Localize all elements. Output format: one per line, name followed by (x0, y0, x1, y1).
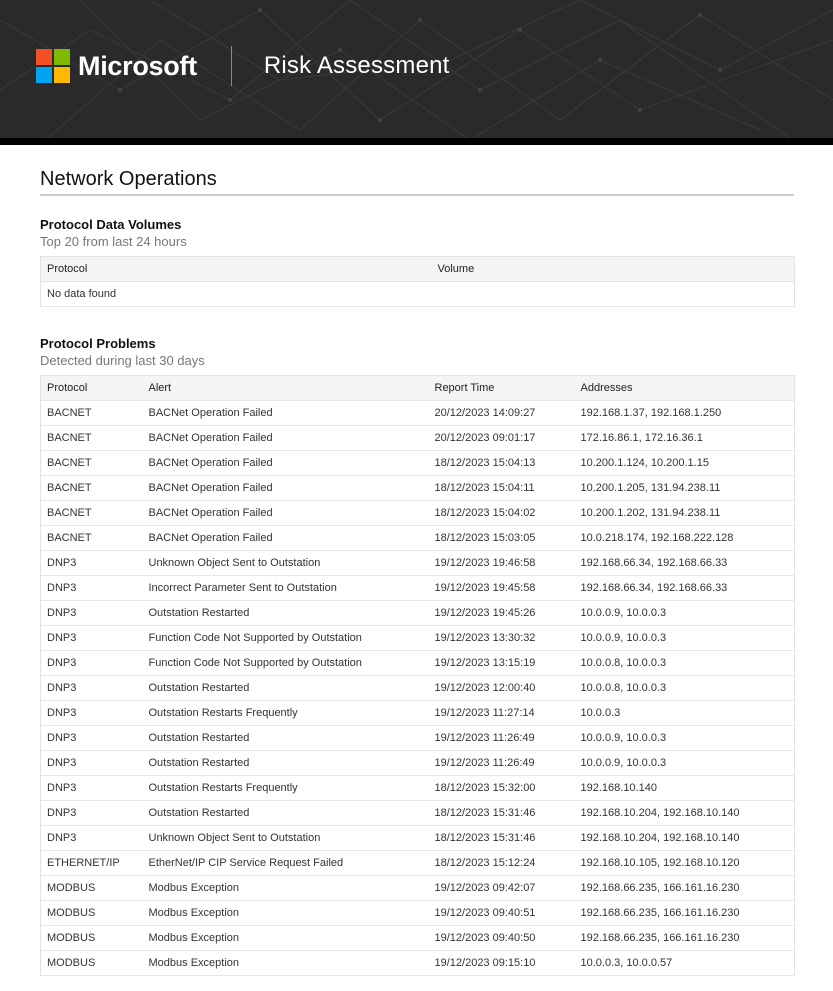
cell-addresses: 192.168.66.235, 166.161.16.230 (575, 876, 795, 901)
cell-report-time: 19/12/2023 13:15:19 (429, 651, 575, 676)
cell-protocol: MODBUS (41, 926, 143, 951)
cell-addresses: 10.0.0.3 (575, 701, 795, 726)
cell-protocol: DNP3 (41, 801, 143, 826)
cell-alert: EtherNet/IP CIP Service Request Failed (143, 851, 429, 876)
cell-alert: Outstation Restarts Frequently (143, 701, 429, 726)
column-header-addresses: Addresses (575, 376, 795, 401)
logo-square-yellow (54, 67, 70, 83)
volumes-table (40, 256, 795, 307)
cell-protocol: BACNET (41, 401, 143, 426)
cell-addresses: 10.200.1.202, 131.94.238.11 (575, 501, 795, 526)
cell-report-time: 19/12/2023 11:26:49 (429, 751, 575, 776)
table-row (41, 451, 795, 476)
cell-alert: Modbus Exception (143, 901, 429, 926)
table-row (41, 476, 795, 501)
volumes-title: Protocol Data Volumes (40, 217, 182, 232)
cell-protocol: MODBUS (41, 876, 143, 901)
cell-addresses: 192.168.10.204, 192.168.10.140 (575, 826, 795, 851)
logo-square-blue (36, 67, 52, 83)
cell-alert: Function Code Not Supported by Outstation (143, 651, 429, 676)
cell-alert: Incorrect Parameter Sent to Outstation (143, 576, 429, 601)
cell-alert: Unknown Object Sent to Outstation (143, 826, 429, 851)
report-title: Risk Assessment (263, 52, 450, 79)
cell-protocol: MODBUS (41, 901, 143, 926)
problems-table-body (41, 401, 795, 976)
column-header-volume: Volume (432, 257, 795, 282)
cell-protocol: DNP3 (41, 576, 143, 601)
cell-report-time: 20/12/2023 14:09:27 (429, 401, 575, 426)
empty-message: No data found (41, 282, 795, 307)
brand-area (36, 46, 450, 86)
cell-addresses: 192.168.10.204, 192.168.10.140 (575, 801, 795, 826)
cell-protocol: DNP3 (41, 826, 143, 851)
table-row (41, 401, 795, 426)
cell-addresses: 10.0.0.9, 10.0.0.3 (575, 626, 795, 651)
cell-addresses: 192.168.10.140 (575, 776, 795, 801)
cell-protocol: DNP3 (41, 701, 143, 726)
cell-alert: BACNet Operation Failed (143, 526, 429, 551)
cell-addresses: 10.0.0.9, 10.0.0.3 (575, 726, 795, 751)
table-row (41, 726, 795, 751)
cell-protocol: DNP3 (41, 676, 143, 701)
table-row (41, 676, 795, 701)
table-row (41, 901, 795, 926)
cell-report-time: 19/12/2023 12:00:40 (429, 676, 575, 701)
cell-report-time: 20/12/2023 09:01:17 (429, 426, 575, 451)
cell-addresses: 192.168.66.34, 192.168.66.33 (575, 551, 795, 576)
cell-protocol: DNP3 (41, 651, 143, 676)
protocol-problems-section (40, 336, 794, 976)
volumes-header-row (41, 257, 795, 282)
cell-alert: BACNet Operation Failed (143, 451, 429, 476)
cell-addresses: 10.0.0.9, 10.0.0.3 (575, 601, 795, 626)
cell-addresses: 10.200.1.124, 10.200.1.15 (575, 451, 795, 476)
brand-name: Microsoft (78, 50, 197, 81)
table-row (41, 626, 795, 651)
cell-alert: Modbus Exception (143, 876, 429, 901)
cell-addresses: 192.168.66.235, 166.161.16.230 (575, 926, 795, 951)
cell-addresses: 10.0.0.3, 10.0.0.57 (575, 951, 795, 976)
cell-report-time: 18/12/2023 15:04:13 (429, 451, 575, 476)
table-row (41, 426, 795, 451)
cell-alert: Outstation Restarts Frequently (143, 776, 429, 801)
cell-alert: Outstation Restarted (143, 726, 429, 751)
problems-subtitle: Detected during last 30 days (40, 353, 205, 368)
cell-protocol: MODBUS (41, 951, 143, 976)
table-row (41, 951, 795, 976)
cell-report-time: 18/12/2023 15:31:46 (429, 801, 575, 826)
cell-report-time: 19/12/2023 19:45:58 (429, 576, 575, 601)
cell-alert: Outstation Restarted (143, 751, 429, 776)
column-header-protocol: Protocol (41, 257, 432, 282)
table-row (41, 651, 795, 676)
report-header (0, 0, 833, 145)
table-row (41, 851, 795, 876)
cell-addresses: 10.0.0.8, 10.0.0.3 (575, 651, 795, 676)
table-row (41, 826, 795, 851)
cell-addresses: 192.168.10.105, 192.168.10.120 (575, 851, 795, 876)
table-row (41, 751, 795, 776)
cell-addresses: 10.200.1.205, 131.94.238.11 (575, 476, 795, 501)
cell-protocol: BACNET (41, 476, 143, 501)
cell-report-time: 18/12/2023 15:04:11 (429, 476, 575, 501)
cell-report-time: 18/12/2023 15:03:05 (429, 526, 575, 551)
protocol-data-volumes-section (40, 217, 794, 307)
cell-protocol: DNP3 (41, 626, 143, 651)
column-header-report-time: Report Time (429, 376, 575, 401)
cell-report-time: 19/12/2023 09:40:50 (429, 926, 575, 951)
cell-report-time: 19/12/2023 19:46:58 (429, 551, 575, 576)
empty-row (41, 282, 795, 307)
table-row (41, 776, 795, 801)
cell-protocol: BACNET (41, 526, 143, 551)
table-row (41, 526, 795, 551)
logo-square-red (36, 49, 52, 65)
cell-report-time: 19/12/2023 09:42:07 (429, 876, 575, 901)
cell-report-time: 19/12/2023 11:26:49 (429, 726, 575, 751)
logo-square-green (54, 49, 70, 65)
table-row (41, 926, 795, 951)
section-title: Network Operations (40, 168, 794, 196)
report-content (40, 168, 794, 976)
header-divider (231, 46, 232, 86)
cell-alert: Outstation Restarted (143, 601, 429, 626)
cell-report-time: 18/12/2023 15:04:02 (429, 501, 575, 526)
cell-report-time: 19/12/2023 19:45:26 (429, 601, 575, 626)
cell-protocol: BACNET (41, 426, 143, 451)
cell-alert: Modbus Exception (143, 926, 429, 951)
cell-alert: Function Code Not Supported by Outstation (143, 626, 429, 651)
cell-addresses: 10.0.218.174, 192.168.222.128 (575, 526, 795, 551)
problems-header-row (41, 376, 795, 401)
column-header-protocol: Protocol (41, 376, 143, 401)
cell-addresses: 192.168.1.37, 192.168.1.250 (575, 401, 795, 426)
volumes-subtitle: Top 20 from last 24 hours (40, 234, 187, 249)
cell-alert: BACNet Operation Failed (143, 426, 429, 451)
cell-report-time: 18/12/2023 15:12:24 (429, 851, 575, 876)
cell-addresses: 172.16.86.1, 172.16.36.1 (575, 426, 795, 451)
cell-protocol: DNP3 (41, 726, 143, 751)
cell-protocol: BACNET (41, 501, 143, 526)
table-row (41, 551, 795, 576)
cell-addresses: 10.0.0.8, 10.0.0.3 (575, 676, 795, 701)
cell-alert: Outstation Restarted (143, 801, 429, 826)
microsoft-logo-icon (36, 49, 70, 83)
cell-protocol: DNP3 (41, 776, 143, 801)
table-row (41, 601, 795, 626)
table-row (41, 501, 795, 526)
cell-report-time: 19/12/2023 09:40:51 (429, 901, 575, 926)
table-row (41, 576, 795, 601)
cell-addresses: 192.168.66.235, 166.161.16.230 (575, 901, 795, 926)
cell-protocol: DNP3 (41, 751, 143, 776)
column-header-alert: Alert (143, 376, 429, 401)
table-row (41, 701, 795, 726)
cell-alert: Modbus Exception (143, 951, 429, 976)
cell-report-time: 19/12/2023 09:15:10 (429, 951, 575, 976)
problems-title: Protocol Problems (40, 336, 156, 351)
table-row (41, 801, 795, 826)
cell-alert: Unknown Object Sent to Outstation (143, 551, 429, 576)
problems-table (40, 375, 795, 976)
cell-protocol: BACNET (41, 451, 143, 476)
cell-report-time: 18/12/2023 15:32:00 (429, 776, 575, 801)
cell-addresses: 10.0.0.9, 10.0.0.3 (575, 751, 795, 776)
cell-protocol: DNP3 (41, 551, 143, 576)
cell-report-time: 19/12/2023 13:30:32 (429, 626, 575, 651)
cell-alert: BACNet Operation Failed (143, 501, 429, 526)
cell-protocol: DNP3 (41, 601, 143, 626)
cell-report-time: 18/12/2023 15:31:46 (429, 826, 575, 851)
cell-report-time: 19/12/2023 11:27:14 (429, 701, 575, 726)
cell-alert: BACNet Operation Failed (143, 401, 429, 426)
cell-alert: BACNet Operation Failed (143, 476, 429, 501)
cell-alert: Outstation Restarted (143, 676, 429, 701)
cell-protocol: ETHERNET/IP (41, 851, 143, 876)
table-row (41, 876, 795, 901)
cell-addresses: 192.168.66.34, 192.168.66.33 (575, 576, 795, 601)
